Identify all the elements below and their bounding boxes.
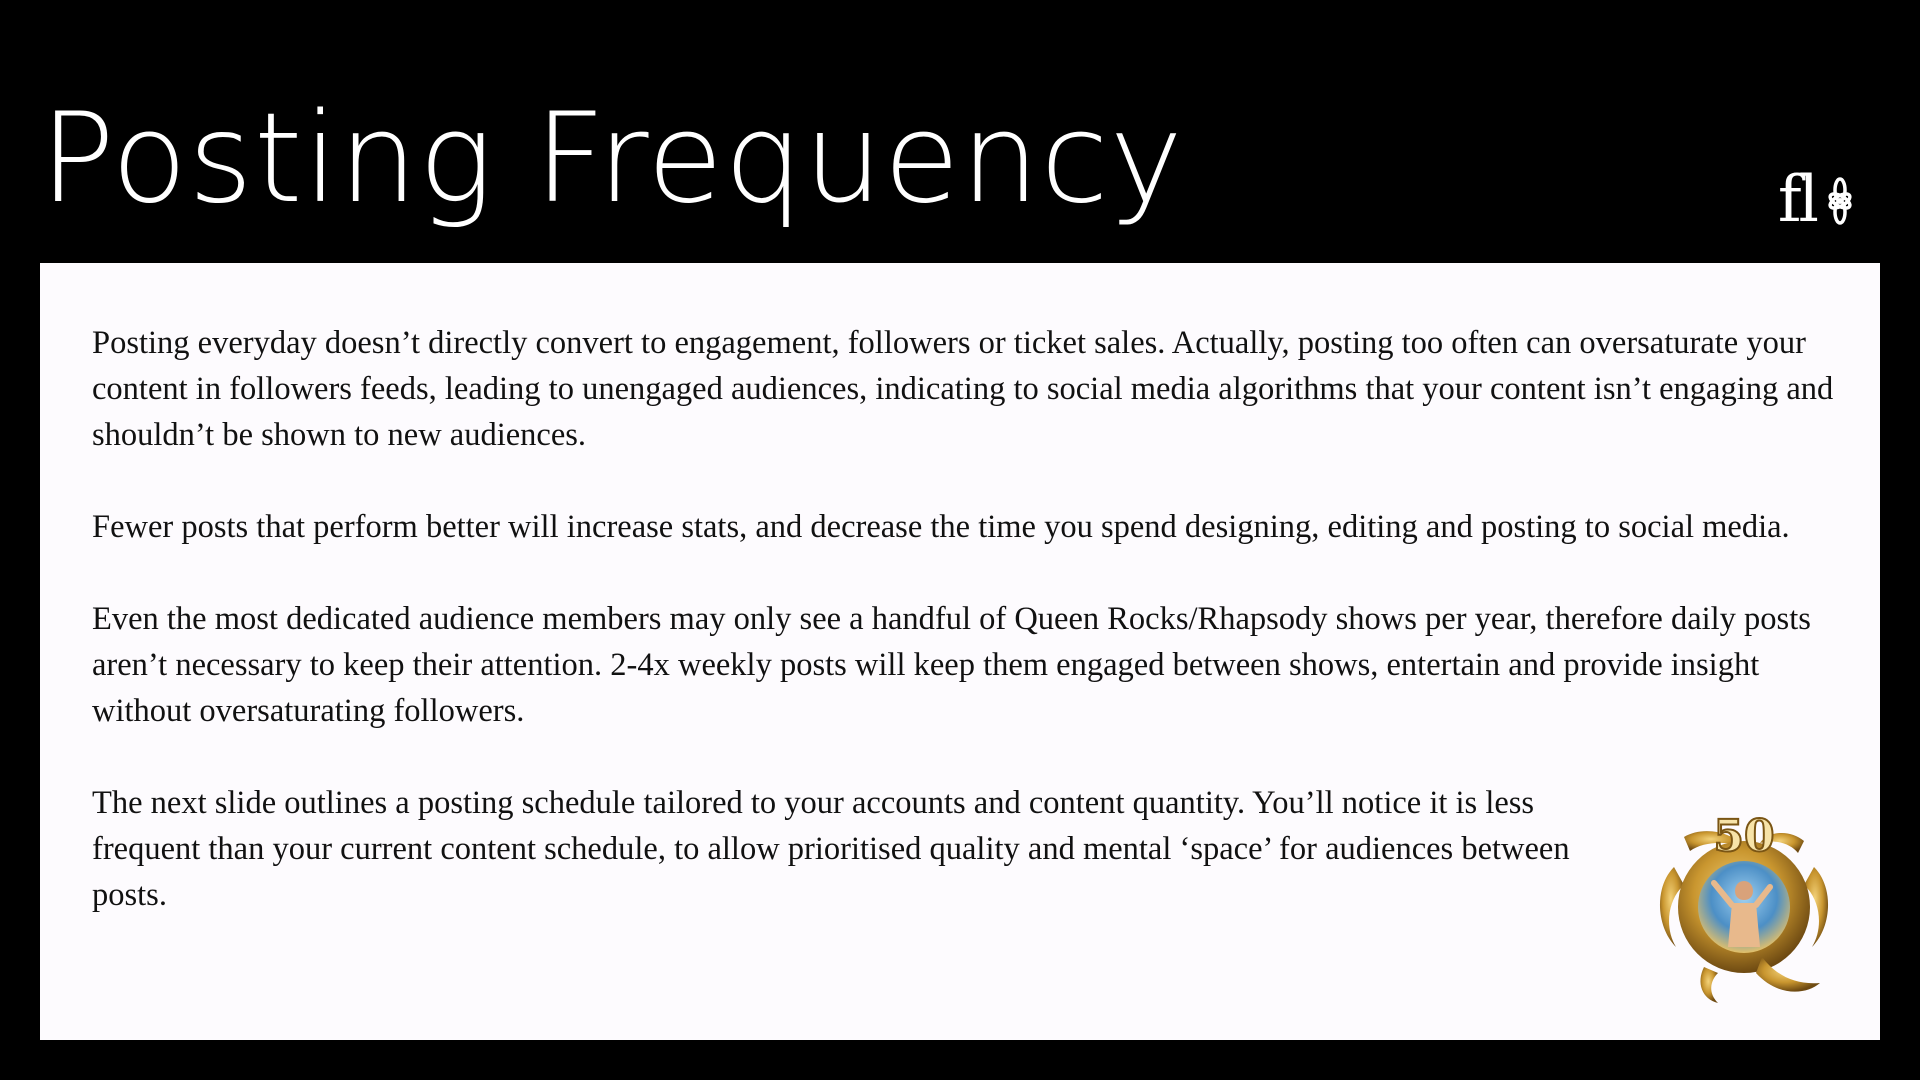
paragraph-4: The next slide outlines a posting schedule tailored to your accounts and content quantity. You’ll notice it is less frequent than your current content schedule, to allow prioritised quality and mental ‘space’ for audiences between posts. xyxy=(92,785,1570,913)
paragraph-3: Even the most dedicated audience members may only see a handful of Queen Rocks/Rhapsody shows per year, therefore daily posts aren’t necessary to keep their attention. 2-4x weekly posts will keep them engaged between shows, entertain and provide insight without oversaturating followers. xyxy=(92,601,1811,729)
brand-logo xyxy=(1777,163,1862,237)
body-text xyxy=(92,320,1852,964)
emblem-label: 50 xyxy=(1713,811,1775,862)
queen-50th-emblem-icon xyxy=(1644,807,1844,1007)
paragraph-1: Posting everyday doesn’t directly convert to engagement, followers or ticket sales. Actually, posting too often can oversaturate your content in followers feeds, leading to unengaged audiences, indicating to social media algorithms that your content isn’t engaging and shouldn’t be shown to new audiences. xyxy=(92,325,1834,453)
page-title: Posting Frequency xyxy=(40,87,1184,231)
logo-text: fl xyxy=(1777,163,1816,237)
paragraph-2: Fewer posts that perform better will increase stats, and decrease the time you spend designing, editing and posting to social media. xyxy=(92,509,1790,545)
content-panel xyxy=(40,263,1880,1040)
asterisk-flower-icon xyxy=(1818,176,1862,226)
